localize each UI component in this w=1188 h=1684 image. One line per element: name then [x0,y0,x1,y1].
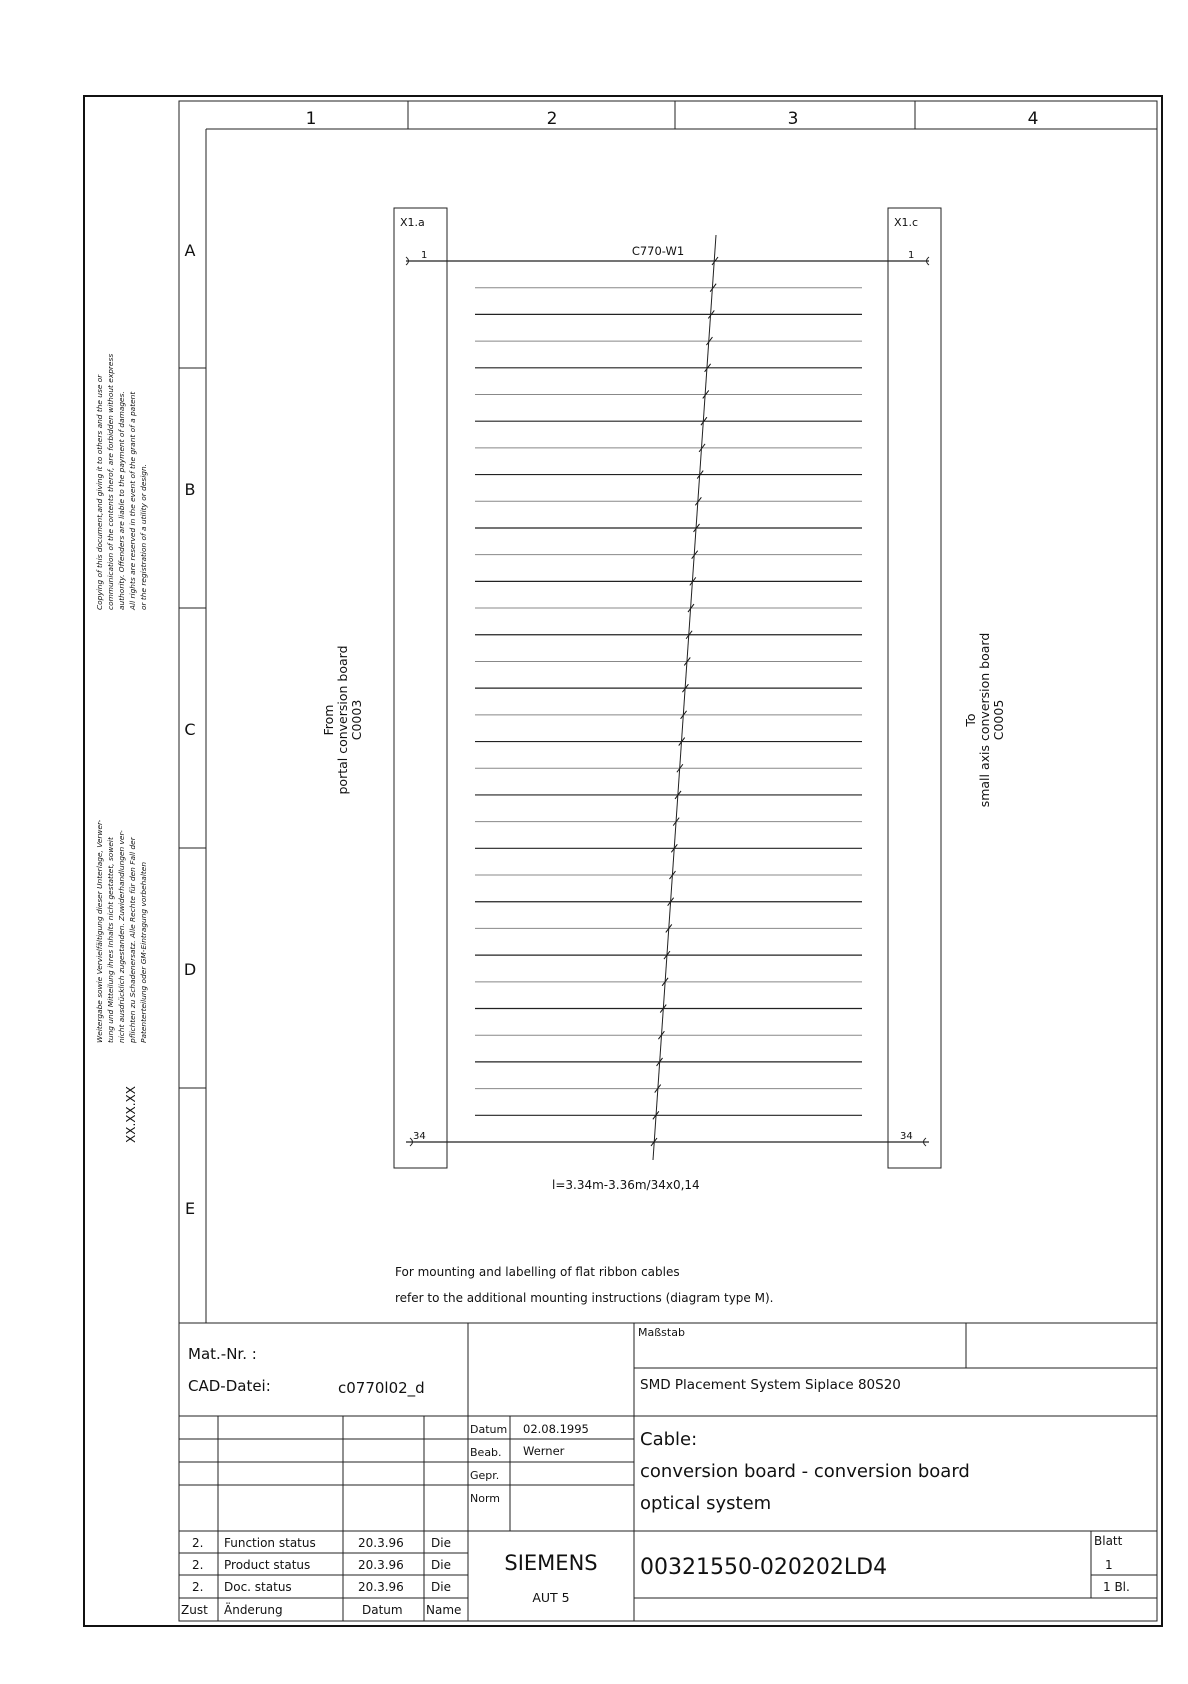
right-pin-first: 1 [908,250,915,261]
copyright-notice-de [95,819,148,1044]
svg-text:nicht ausdrücklich zugestanden: nicht ausdrücklich zugestanden. Zuwiderhandlungen ver- [117,830,126,1043]
beab-value: Werner [523,1444,565,1458]
svg-text:small axis conversion board: small axis conversion board [977,632,992,808]
cable-name: C770-W1 [631,244,685,258]
svg-text:pflichten zu Schadenersatz. Al: pflichten zu Schadenersatz. Alle Rechte für den Fall der [128,837,137,1043]
column-label-4: 4 [1027,109,1039,129]
left-pin-last: 34 [413,1131,426,1142]
right-connector-box [888,208,941,1168]
mounting-note-line2: refer to the additional mounting instructions (diagram type M). [395,1291,774,1305]
destination-label [963,633,1006,808]
blatt-label: Blatt [1094,1534,1123,1548]
rev2-name: Die [431,1558,451,1572]
drawing-title-line1: Cable: [640,1429,698,1450]
system-name: SMD Placement System Siplace 80S20 [640,1377,901,1393]
row-label-b: B [184,480,196,499]
ribbon-wires [406,257,929,1146]
total-sheets: 1 Bl. [1103,1580,1130,1594]
rev3-zust: 2. [192,1580,204,1594]
rev1-date: 20.3.96 [358,1536,404,1550]
drawing-number: 00321550-020202LD4 [640,1555,888,1580]
outer-frame [84,96,1162,1626]
massstab-label: Maßstab [638,1326,685,1339]
mat-nr-label: Mat.-Nr. : [188,1345,257,1363]
norm-label: Norm [470,1492,501,1505]
company-name: SIEMENS [504,1551,598,1575]
gepr-label: Gepr. [470,1469,500,1482]
svg-text:Copying of this document,and g: Copying of this document,and giving it to others and the use or [95,374,104,610]
right-pin-last: 34 [900,1131,913,1142]
mounting-note-line1: For mounting and labelling of flat ribbon cables [395,1265,680,1279]
rev-header-name: Name [426,1603,462,1617]
left-connector-label: X1.a [400,216,425,229]
rev3-name: Die [431,1580,451,1594]
svg-text:C0005: C0005 [991,699,1006,741]
rev3-change: Doc. status [224,1580,292,1594]
row-label-e: E [184,1199,196,1218]
rev2-date: 20.3.96 [358,1558,404,1572]
rev2-change: Product status [224,1558,311,1572]
copyright-notice-en [95,354,148,611]
row-label-c: C [184,720,196,739]
department: AUT 5 [532,1590,570,1605]
svg-text:From: From [321,704,336,736]
row-label-d: D [183,960,197,979]
drawing-title-line3: optical system [640,1493,772,1514]
inner-frame [179,101,1157,1621]
beab-label: Beab. [470,1446,502,1459]
rev-header-date: Datum [362,1603,403,1617]
svg-text:communication of the contents: communication of the contents therof, are forbidden without express [106,353,115,610]
svg-text:Patenterteilung oder GM-Eintra: Patenterteilung oder GM-Eintragung vorbehalten [139,861,148,1043]
row-label-a: A [184,241,196,260]
svg-text:Weitergabe sowie Vervielfältig: Weitergabe sowie Vervielfältigung dieser Unterlage, Verwer- [95,819,104,1043]
svg-text:tung und Mitteilung ihres Inha: tung und Mitteilung ihres Inhalts nicht gestattet, soweit [106,837,115,1043]
left-connector-box [394,208,447,1168]
cable-length-label: l=3.34m-3.36m/34x0,14 [552,1178,700,1192]
blatt-value: 1 [1105,1558,1113,1572]
doc-code: XX.XX.XX [124,1086,138,1143]
rev1-zust: 2. [192,1536,204,1550]
datum-value: 02.08.1995 [523,1422,589,1436]
cable-bundle-line [653,235,716,1160]
svg-text:portal conversion board: portal conversion board [335,645,350,795]
cad-file-value: c0770l02_d [338,1379,425,1397]
title-block [179,1323,1157,1621]
svg-text:or the registration of a utili: or the registration of a utility or design. [139,463,148,610]
drawing-title-line2: conversion board - conversion board [640,1461,970,1482]
rev1-name: Die [431,1536,451,1550]
datum-label: Datum [470,1423,508,1436]
left-pin-first: 1 [421,250,428,261]
rev-header-zust: Zust [181,1603,208,1617]
svg-text:authority. Offenders are liabl: authority. Offenders are liable to the payment of damages. [117,391,126,610]
column-label-2: 2 [546,109,558,129]
rev1-change: Function status [224,1536,316,1550]
source-label [321,645,364,794]
right-connector-label: X1.c [894,216,919,229]
rev2-zust: 2. [192,1558,204,1572]
rev3-date: 20.3.96 [358,1580,404,1594]
svg-text:All rights are reserved in the: All rights are reserved in the event of the grant of a patent [128,391,137,610]
cad-file-label: CAD-Datei: [188,1377,271,1395]
column-label-1: 1 [305,109,317,129]
column-label-3: 3 [787,109,799,129]
rev-header-change: Änderung [224,1603,283,1617]
svg-text:To: To [963,713,978,727]
svg-text:C0003: C0003 [349,699,364,741]
